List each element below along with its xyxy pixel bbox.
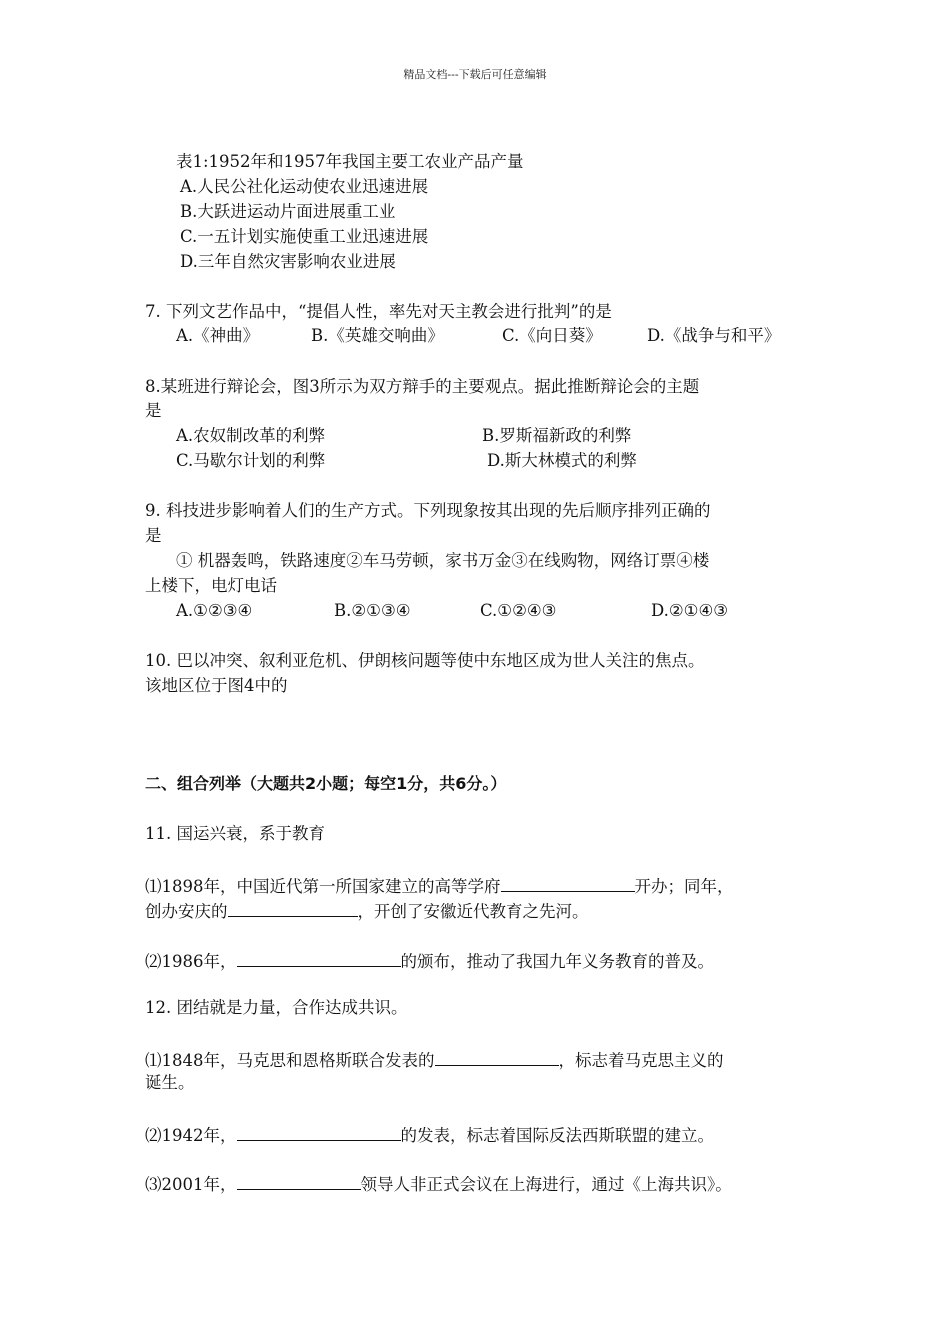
q12-title: 12. 团结就是力量，合作达成共识。 xyxy=(145,998,408,1017)
q12-p1-text-a: ⑴1848年，马克思和恩格斯联合发表的 xyxy=(145,1051,435,1070)
q10-stem-line2: 该地区位于图4中的 xyxy=(145,676,288,695)
q12-blank-2[interactable] xyxy=(237,1122,401,1141)
table-caption: 表1:1952年和1957年我国主要工农业产品产量 xyxy=(176,152,524,171)
q9-option-c: C.①②④③ xyxy=(480,601,557,620)
q7-option-d: D.《战争与和平》 xyxy=(647,326,781,345)
q7-option-a: A.《神曲》 xyxy=(176,326,260,345)
q11-part1-line1 xyxy=(145,873,734,898)
q11-p1-text-c: 创办安庆的 xyxy=(145,902,228,921)
option-c: C.一五计划实施使重工业迅速进展 xyxy=(180,227,429,246)
q11-blank-1[interactable] xyxy=(501,873,635,892)
option-b: B.大跃进运动片面进展重工业 xyxy=(180,202,396,221)
q11-blank-2[interactable] xyxy=(228,898,358,917)
q8-option-c: C.马歇尔计划的利弊 xyxy=(176,451,326,470)
q12-part1-line1 xyxy=(145,1047,724,1072)
q9-option-a: A.①②③④ xyxy=(176,601,253,620)
q7-option-c: C.《向日葵》 xyxy=(502,326,602,345)
q7-option-b: B.《英雄交响曲》 xyxy=(311,326,444,345)
q8-option-a: A.农奴制改革的利弊 xyxy=(176,426,326,445)
section-title: 二、组合列举（大题共2小题；每空1分，共6分。） xyxy=(145,774,507,793)
q12-blank-1[interactable] xyxy=(435,1047,559,1066)
q8-option-b: B.罗斯福新政的利弊 xyxy=(482,426,632,445)
option-d: D.三年自然灾害影响农业进展 xyxy=(180,252,396,271)
q11-part2 xyxy=(145,948,714,973)
q7-stem: 7. 下列文艺作品中，“提倡人性，率先对天主教会进行批判”的是 xyxy=(145,302,612,321)
q9-items-line2: 上楼下，电灯电话 xyxy=(145,576,277,595)
q11-blank-3[interactable] xyxy=(237,948,401,967)
q8-stem-line2: 是 xyxy=(145,401,162,420)
q12-p3-text-a: ⑶2001年， xyxy=(145,1175,237,1194)
q11-p1-text-d: ，开创了安徽近代教育之先河。 xyxy=(357,902,589,921)
q11-p1-text-a: ⑴1898年，中国近代第一所国家建立的高等学府 xyxy=(145,877,501,896)
q12-blank-3[interactable] xyxy=(237,1171,361,1190)
q12-p2-text-a: ⑵1942年， xyxy=(145,1126,237,1145)
q12-part3 xyxy=(145,1171,732,1196)
q11-part1-line2 xyxy=(145,898,589,923)
q11-p1-text-b: 开办；同年， xyxy=(634,877,734,896)
q12-p3-text-b: 领导人非正式会议在上海进行，通过《上海共识》。 xyxy=(360,1175,732,1194)
q9-items-line1: ① 机器轰鸣，铁路速度②车马劳顿，家书万金③在线购物，网络订票④楼 xyxy=(176,551,710,570)
q9-option-b: B.②①③④ xyxy=(334,601,411,620)
page-header: 精品文档---下载后可任意编辑 xyxy=(403,68,547,81)
option-a: A.人民公社化运动使农业迅速进展 xyxy=(180,177,429,196)
q12-part2 xyxy=(145,1122,714,1147)
q9-option-d: D.②①④③ xyxy=(651,601,729,620)
q11-p2-text-b: 的颁布，推动了我国九年义务教育的普及。 xyxy=(400,952,714,971)
q8-option-d: D.斯大林模式的利弊 xyxy=(487,451,637,470)
q12-p1-text-b: ，标志着马克思主义的 xyxy=(558,1051,724,1070)
q12-p2-text-b: 的发表，标志着国际反法西斯联盟的建立。 xyxy=(400,1126,714,1145)
q10-stem-line1: 10. 巴以冲突、叙利亚危机、伊朗核问题等使中东地区成为世人关注的焦点。 xyxy=(145,651,705,670)
q12-part1-line2: 诞生。 xyxy=(145,1073,195,1092)
q8-stem-line1: 8.某班进行辩论会，图3所示为双方辩手的主要观点。据此推断辩论会的主题 xyxy=(145,377,700,396)
q9-stem-line1: 9. 科技进步影响着人们的生产方式。下列现象按其出现的先后顺序排列正确的 xyxy=(145,501,711,520)
q11-p2-text-a: ⑵1986年， xyxy=(145,952,237,971)
q11-title: 11. 国运兴衰，系于教育 xyxy=(145,824,325,843)
q9-stem-line2: 是 xyxy=(145,526,162,545)
